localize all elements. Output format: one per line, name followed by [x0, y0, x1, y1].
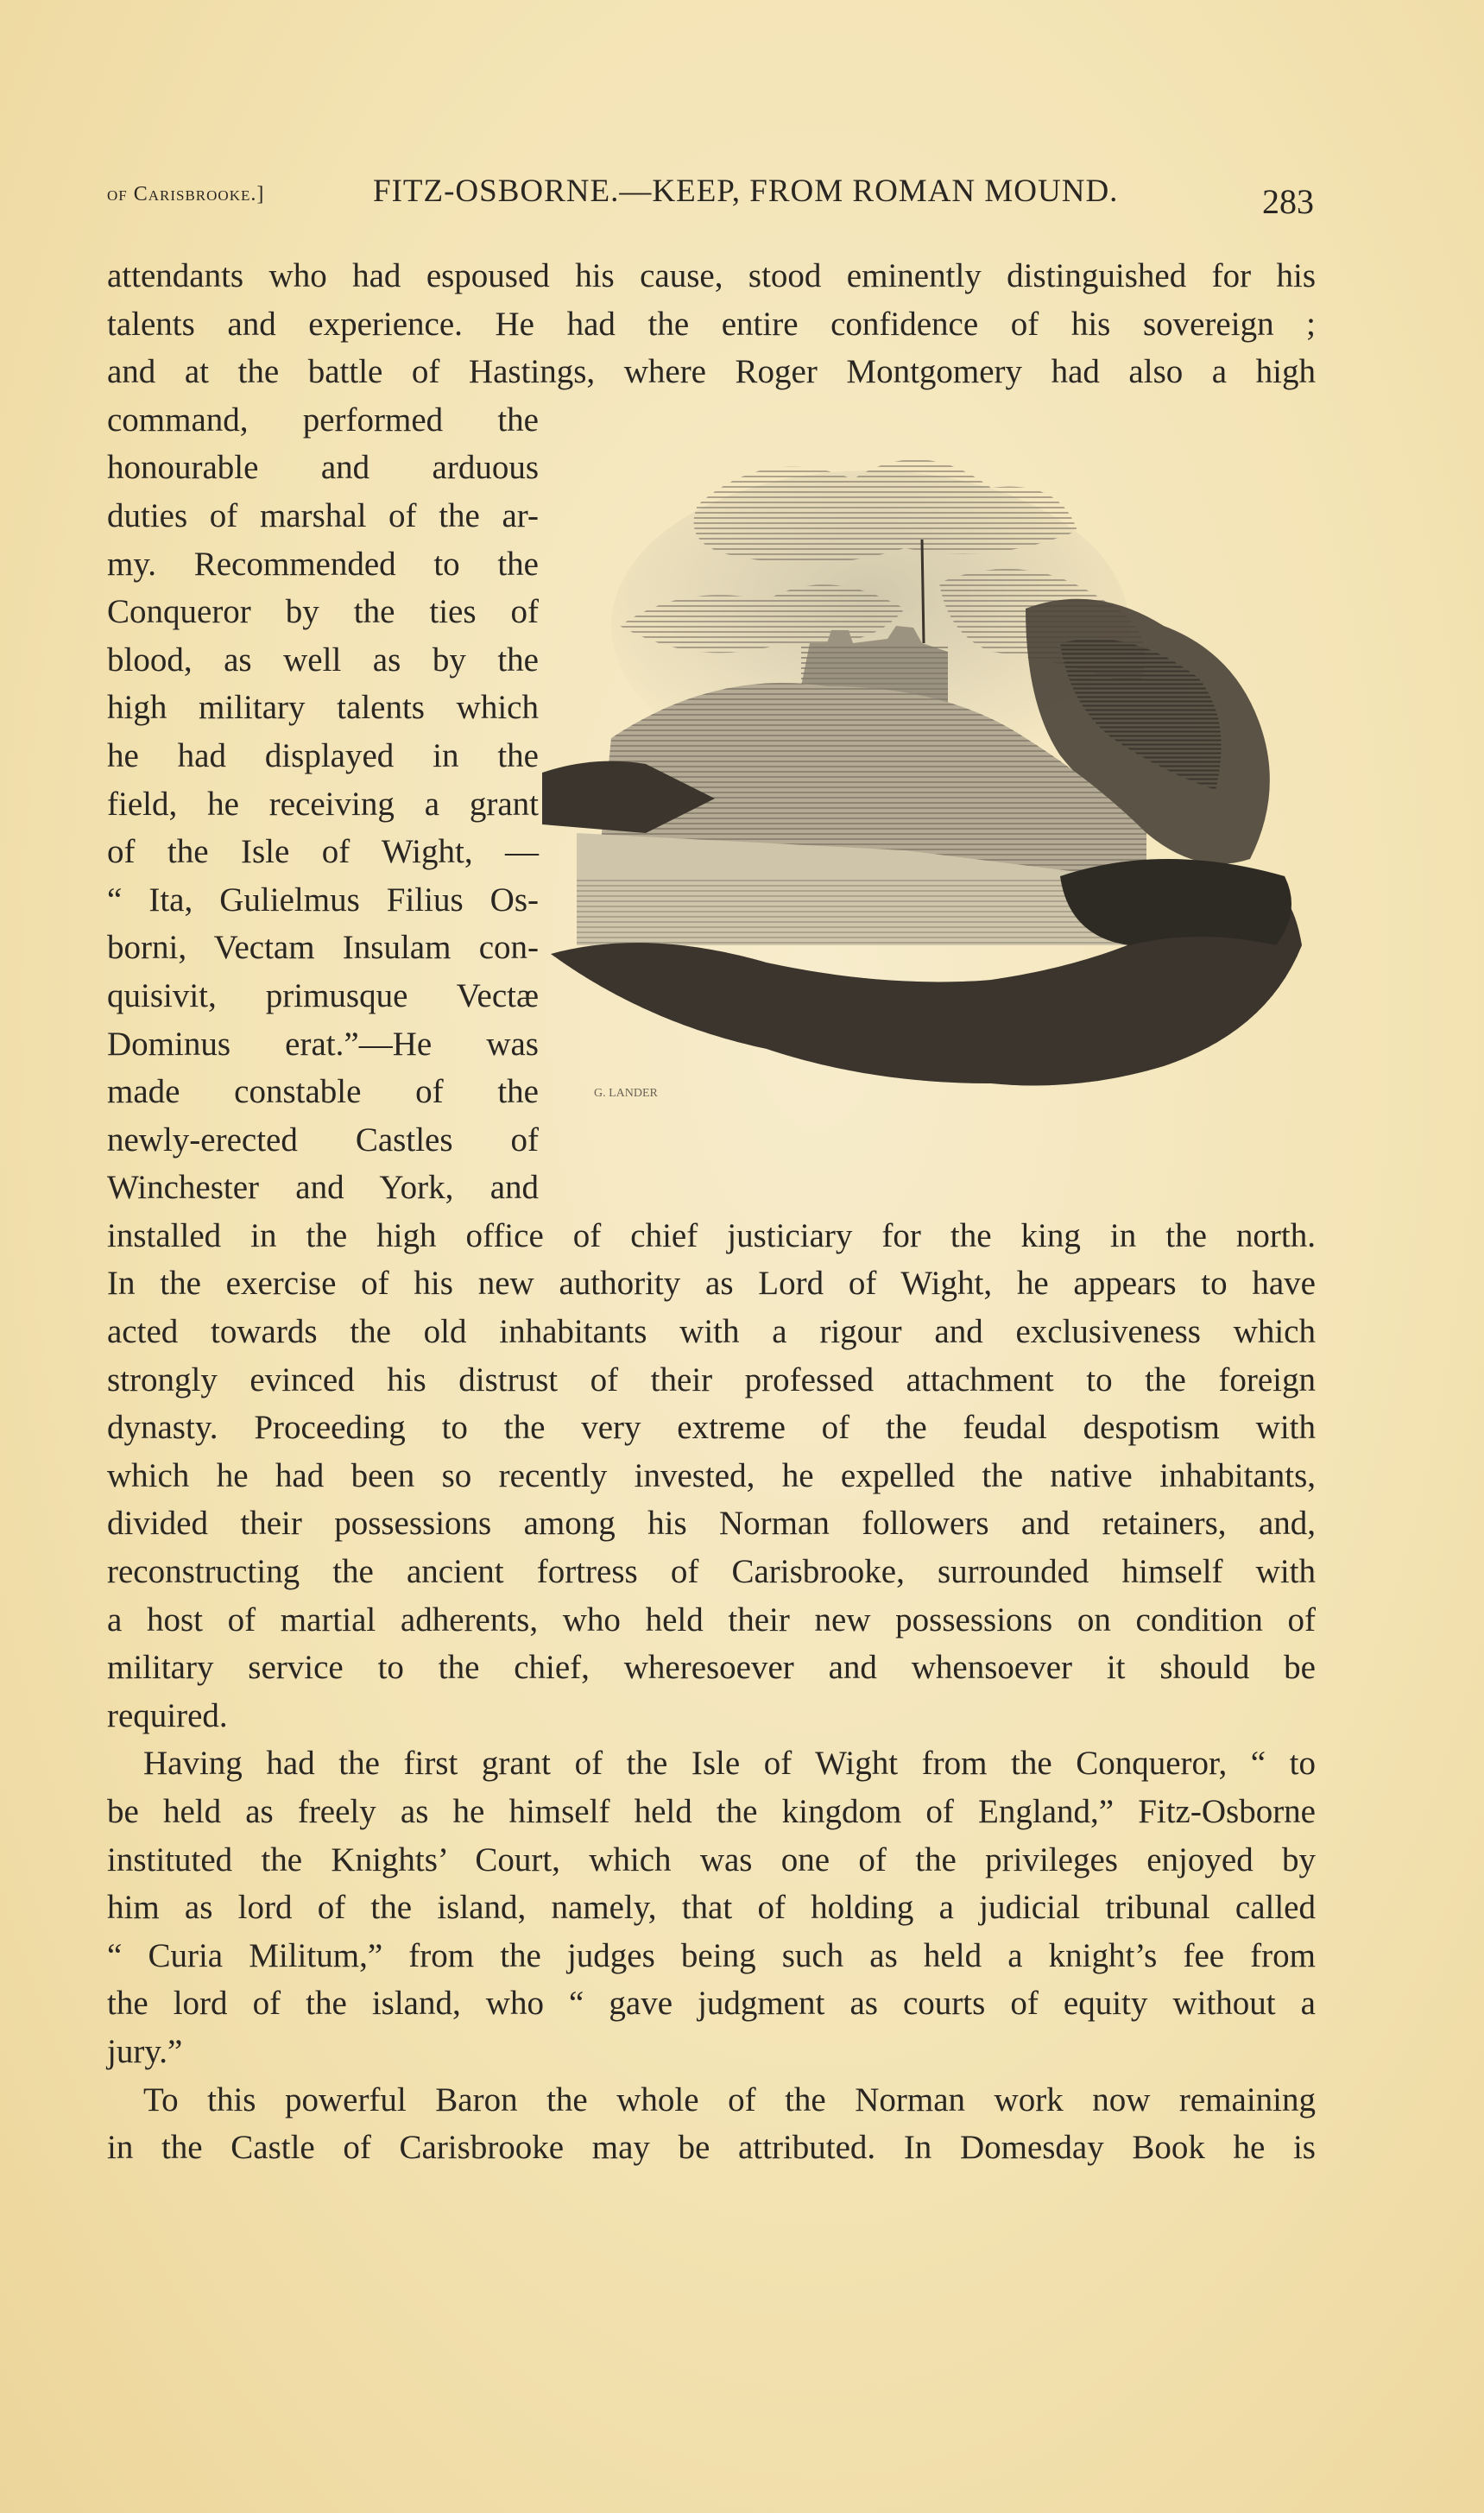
text-line: divided their possessions among his Norman followers and retainers, and,	[107, 1505, 1316, 1543]
text-line: field, he receiving a grant	[107, 785, 539, 823]
text-line: acted towards the old inhabitants with a rigour and exclusiveness which	[107, 1313, 1316, 1351]
text-line: attendants who had espoused his cause, stood eminently distinguished for his	[107, 257, 1316, 294]
text-line: command, performed the	[107, 401, 539, 439]
text-line: instituted the Knights’ Court, which was one of the privileges enjoyed by	[107, 1841, 1316, 1878]
text-line: my. Recommended to the	[107, 545, 539, 583]
text-line: high military talents which	[107, 689, 539, 727]
page-number: 283	[1262, 182, 1314, 221]
keep-engraving	[542, 427, 1319, 1187]
text-line: be held as freely as he himself held the kingdom of England,” Fitz-Osborne	[107, 1793, 1316, 1830]
text-line: “ Curia Militum,” from the judges being such as held a knight’s fee from	[107, 1936, 1316, 1974]
text-line: strongly evinced his distrust of their professed attachment to the foreign	[107, 1361, 1316, 1399]
text-line: blood, as well as by the	[107, 641, 539, 679]
text-line: talents and experience. He had the entire confidence of his sovereign ;	[107, 305, 1316, 343]
section-heading: of Carisbrooke.]	[107, 183, 265, 205]
running-header	[107, 173, 1316, 224]
text-line: Winchester and York, and	[107, 1169, 539, 1207]
text-line: required.	[107, 1696, 228, 1734]
text-line: him as lord of the island, namely, that of holding a judicial tribunal called	[107, 1889, 1316, 1927]
text-line: military service to the chief, wheresoever and whensoever it should be	[107, 1649, 1316, 1687]
text-line: in the Castle of Carisbrooke may be attributed. In Domesday Book he is	[107, 2129, 1316, 2167]
text-line: duties of marshal of the ar-	[107, 496, 539, 534]
text-line: installed in the high office of chief justiciary for the king in the north.	[107, 1216, 1316, 1254]
text-line: To this powerful Baron the whole of the Norman work now remaining	[143, 2080, 1316, 2118]
artist-signature: G. LANDER	[594, 1087, 658, 1100]
text-line: In the exercise of his new authority as Lord of Wight, he appears to have	[107, 1265, 1316, 1303]
text-line: dynasty. Proceeding to the very extreme of the feudal despotism with	[107, 1409, 1316, 1447]
page-title: FITZ-OSBORNE.—KEEP, FROM ROMAN MOUND.	[373, 174, 1119, 209]
text-line: which he had been so recently invested, he expelled the native inhabitants,	[107, 1456, 1316, 1494]
text-line: honourable and arduous	[107, 449, 539, 487]
text-line: quisivit, primusque Vectæ	[107, 976, 539, 1014]
text-line: borni, Vectam Insulam con-	[107, 929, 539, 967]
text-line: reconstructing the ancient fortress of Carisbrooke, surrounded himself with	[107, 1553, 1316, 1591]
text-line: and at the battle of Hastings, where Roger Montgomery had also a high	[107, 353, 1316, 391]
text-line: he had displayed in the	[107, 736, 539, 774]
text-line: a host of martial adherents, who held their new possessions on condition of	[107, 1601, 1316, 1639]
text-line: jury.”	[107, 2032, 183, 2070]
text-line: Dominus erat.”—He was	[107, 1025, 539, 1063]
text-line: of the Isle of Wight, —	[107, 833, 539, 871]
text-line: newly-erected Castles of	[107, 1121, 539, 1159]
engraving-illustration	[542, 427, 1319, 1187]
text-line: Conqueror by the ties of	[107, 593, 539, 631]
text-line: Having had the first grant of the Isle of Wight from the Conqueror, “ to	[143, 1745, 1316, 1783]
text-line: “ Ita, Gulielmus Filius Os-	[107, 881, 539, 919]
text-line: made constable of the	[107, 1073, 539, 1111]
text-line: the lord of the island, who “ gave judgment as courts of equity without a	[107, 1985, 1316, 2023]
